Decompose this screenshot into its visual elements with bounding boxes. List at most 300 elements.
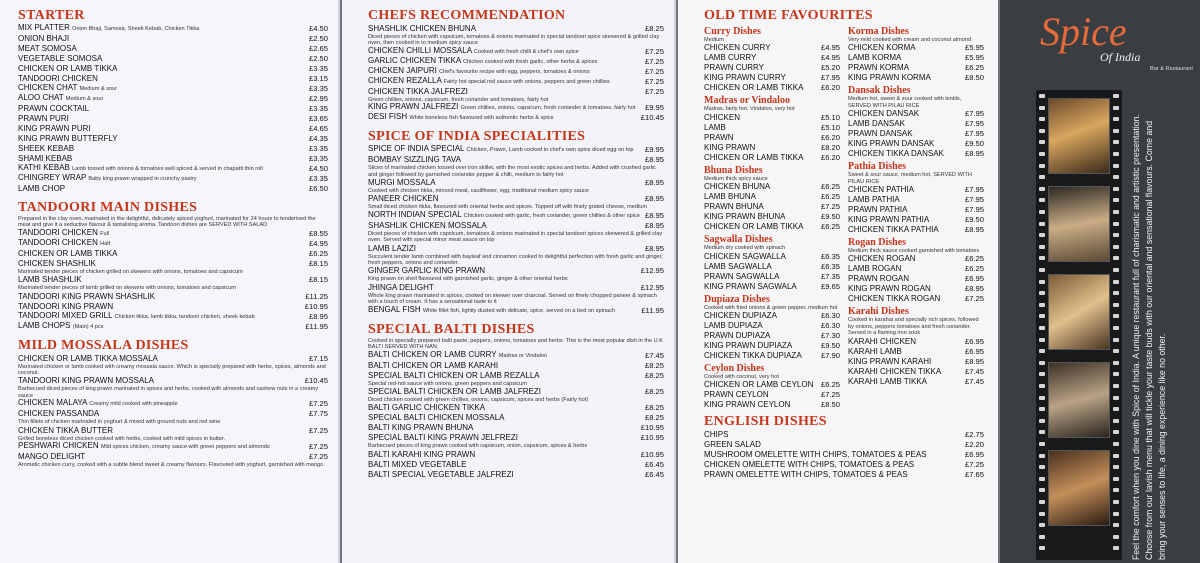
menu-item-name <box>704 400 790 410</box>
menu-item-price: £11.25 <box>305 291 328 301</box>
menu-item <box>848 377 984 387</box>
item-name-text: KATHI KEBAB <box>18 163 70 172</box>
menu-item-name <box>18 275 82 285</box>
item-name-text: CHINGREY WRAP <box>18 173 87 182</box>
item-name-text: KING PRAWN KARAHI <box>848 356 932 366</box>
item-name-text: CHICKEN TIKKA DANSAK <box>848 149 944 159</box>
menu-item <box>368 433 664 443</box>
menu-item-price: £8.25 <box>644 24 664 33</box>
menu-item-name <box>368 221 487 231</box>
restaurant-photo <box>1048 186 1110 262</box>
item-name-text: CHICKEN OR LAMB TIKKA <box>704 83 804 93</box>
section-title-english: ENGLISH DISHES <box>704 414 827 430</box>
item-name-text: PRAWN CURRY <box>704 63 765 73</box>
menu-item-name <box>848 53 901 63</box>
menu-item-name <box>368 460 466 470</box>
item-name-text: SHASHLIK CHICKEN MOSSALA <box>368 220 487 230</box>
item-name-text: CHICKEN OR LAMB TIKKA <box>18 248 118 258</box>
menu-item <box>704 262 840 272</box>
film-hole <box>1039 280 1045 284</box>
film-hole <box>1039 129 1045 133</box>
section-title-old-favourites: OLD TIME FAVOURITES <box>704 8 873 23</box>
menu-item-name <box>18 238 110 249</box>
tandoori-list <box>18 229 328 332</box>
menu-item-desc: White boneless fish flavoured with authentic herbs & spice <box>409 115 554 122</box>
film-hole <box>1039 291 1045 295</box>
menu-item-price: £7.75 <box>308 409 328 419</box>
menu-item-price: £7.25 <box>964 460 984 470</box>
menu-item-name <box>848 119 905 129</box>
film-hole <box>1113 546 1119 550</box>
menu-item-price: £6.50 <box>308 184 328 193</box>
item-name-text: LAMB DANSAK <box>848 119 905 129</box>
item-name-text: TANDOORI CHICKEN <box>18 74 98 83</box>
menu-item-price: £6.95 <box>964 450 984 460</box>
item-name-text: BENGAL FISH <box>368 304 421 314</box>
film-hole <box>1039 396 1045 400</box>
menu-item-name <box>704 262 772 272</box>
menu-item <box>368 145 664 155</box>
menu-item-name <box>848 195 900 205</box>
menu-item-name <box>704 73 786 83</box>
menu-item <box>704 113 840 123</box>
item-name-text: KING PRAWN SAGWALA <box>704 281 797 291</box>
group-ceylon <box>704 363 840 410</box>
menu-item-price: £3.35 <box>308 154 328 163</box>
menu-item-desc: Marinated chicken or lamb cooked with creamy mossala sauce. Which is specially prepared with herbs, spices, almonds and coconut. <box>18 363 326 377</box>
film-hole <box>1039 256 1045 260</box>
menu-item <box>18 144 328 154</box>
menu-item-name <box>18 134 118 144</box>
item-name-text: KING PRAWN CURRY <box>704 73 786 83</box>
item-name-text: CHICKEN TIKKA PATHIA <box>848 225 939 235</box>
menu-item-price: £6.25 <box>964 264 984 274</box>
subsection-note: Medium hot, sweet & sour cooked with lentils, SERVED WITH PILAU RICE <box>848 96 962 109</box>
menu-item-price: £7.95 <box>964 205 984 215</box>
item-name-text: KING PRAWN JALFREZI <box>368 102 459 112</box>
restaurant-photo <box>1048 274 1110 350</box>
subsection-title: Dansak Dishes <box>848 85 911 97</box>
menu-item <box>18 292 328 302</box>
panel-old-favourites <box>678 0 998 563</box>
menu-item-desc: Barbecued pieces of king prawn cooked with capsicum, onion, capsicum, spices & herbs <box>368 443 588 450</box>
menu-item-price: £10.95 <box>304 301 328 311</box>
menu-item-name <box>704 123 726 133</box>
subsection-note: Madras, fairly hot. Vindaloo, very hot <box>704 106 795 113</box>
film-hole <box>1039 140 1045 144</box>
film-hole <box>1113 465 1119 469</box>
subsection-title: Bhuna Dishes <box>704 164 763 176</box>
menu-item-price: £9.65 <box>820 281 840 291</box>
menu-item-name <box>704 450 927 460</box>
menu-item-price: £6.25 <box>308 248 328 258</box>
item-name-text: CHICKEN OR LAMB CEYLON <box>704 380 814 390</box>
film-hole <box>1113 164 1119 168</box>
film-hole <box>1113 314 1119 318</box>
menu-item-name <box>848 284 931 294</box>
film-hole <box>1113 175 1119 179</box>
menu-item-name <box>848 205 907 215</box>
menu-item <box>848 139 984 149</box>
menu-item-price: £7.45 <box>644 350 664 360</box>
menu-item-price: £8.95 <box>644 220 664 230</box>
film-hole <box>1039 430 1045 434</box>
menu-item-name <box>704 440 761 450</box>
menu-item-desc: Baby king prawn wrapped in crunchy pastry <box>88 176 197 182</box>
menu-item-price: £8.50 <box>820 400 840 410</box>
menu-item-name <box>848 357 931 367</box>
menu-item-name <box>18 34 69 44</box>
group-bhuna <box>704 165 840 232</box>
film-hole <box>1113 442 1119 446</box>
menu-item-name <box>704 192 756 202</box>
film-hole <box>1113 500 1119 504</box>
subsection-note: Medium thick sauce cooked garnished with tomatoes <box>848 248 980 255</box>
item-name-text: CHICKEN CURRY <box>704 43 771 53</box>
item-name-text: CHIPS <box>704 430 729 440</box>
menu-item-name <box>704 351 802 361</box>
menu-item <box>704 321 840 331</box>
menu-item-desc: Thin fillets of chicken marinated in yoghurt & mixed with ground nuts and red wine <box>18 419 221 426</box>
menu-item-name <box>18 249 117 259</box>
menu-item <box>18 44 328 54</box>
subsection-title: Curry Dishes <box>704 26 761 37</box>
item-name-text: LAMB DUPIAZA <box>704 321 763 331</box>
menu-item-price: £2.65 <box>308 44 328 53</box>
balti-note: Cooked in specially prepared balti paste, peppers, onions, tomatoes and herbs. This is the most popular dish in the U.K BALTI SERVED WITH NAN. <box>368 337 663 351</box>
old-fav-left-column <box>704 24 840 410</box>
menu-item-name <box>18 93 103 104</box>
film-hole <box>1113 187 1119 191</box>
menu-item-name <box>704 222 803 232</box>
menu-item <box>18 34 328 44</box>
group-dansak <box>848 85 984 159</box>
menu-item-desc: Green chillies, onions, capsicum, fresh coriander & tomatoes, fairly hot <box>460 105 636 112</box>
menu-item <box>704 351 840 361</box>
menu-item <box>368 361 664 371</box>
menu-item-price: £7.30 <box>820 331 840 341</box>
item-name-text: KING PRAWN BUTTERFLY <box>18 134 118 143</box>
item-name-text: LAMB CURRY <box>704 53 757 63</box>
menu-item <box>704 73 840 83</box>
menu-item-name <box>848 264 901 274</box>
menu-item-name <box>704 182 770 192</box>
menu-item-name <box>704 202 764 212</box>
film-hole <box>1113 477 1119 481</box>
chefs-list <box>368 24 664 123</box>
menu-item-price: £7.25 <box>964 294 984 304</box>
menu-item-desc: Chef's favourite recipe with egg, peppers, tomatoes & onions <box>439 68 590 75</box>
menu-item-name <box>848 337 916 347</box>
menu-item <box>704 400 840 410</box>
item-name-text: GREEN SALAD <box>704 440 761 450</box>
item-name-text: KING PRAWN CEYLON <box>704 400 791 410</box>
group-sagwalla <box>704 234 840 291</box>
menu-item-price: £7.25 <box>820 202 840 212</box>
menu-item <box>368 221 664 231</box>
subsection-note: Cooked with coconut, very hot <box>704 374 779 381</box>
menu-item-price: £10.95 <box>640 449 664 459</box>
menu-item <box>704 272 840 282</box>
menu-item-price: £6.45 <box>644 459 664 469</box>
menu-item <box>368 306 664 316</box>
menu-item-name <box>368 178 436 188</box>
menu-item <box>848 274 984 284</box>
menu-item-name <box>368 155 461 165</box>
item-name-text: CHICKEN OR LAMB TIKKA <box>704 222 804 232</box>
group-pathia <box>848 161 984 235</box>
item-name-text: LAMB PATHIA <box>848 195 900 205</box>
film-hole <box>1113 338 1119 342</box>
menu-item <box>848 337 984 347</box>
item-name-text: LAMB CHOPS <box>18 320 71 330</box>
menu-item-price: £2.20 <box>964 440 984 450</box>
menu-item <box>704 192 840 202</box>
film-hole <box>1113 454 1119 458</box>
item-name-text: LAMB <box>704 122 726 132</box>
menu-item-price: £8.15 <box>308 258 328 268</box>
menu-item-name <box>704 43 771 53</box>
film-hole <box>1039 407 1045 411</box>
menu-item <box>368 387 664 397</box>
menu-item-name <box>18 23 199 34</box>
menu-item-name <box>368 413 504 423</box>
menu-item <box>18 104 328 114</box>
film-hole <box>1113 512 1119 516</box>
menu-item-name <box>704 143 755 153</box>
film-hole <box>1039 535 1045 539</box>
menu-item <box>848 347 984 357</box>
menu-item-name <box>704 460 914 470</box>
menu-item-name <box>368 194 439 204</box>
menu-item-name <box>368 403 485 413</box>
subsection-note: Cooked in karahai and specially rich spices, followed by onions, peppers tomatoes and fresh coriander. Served in a flaming iron souk <box>848 317 979 337</box>
menu-item-name <box>848 367 941 377</box>
menu-item-desc: Cooked with chicken tikka, minced meat, cauliflower, egg, traditional medium spicy sauce <box>368 188 589 195</box>
item-name-text: MANGO DELIGHT <box>18 452 86 462</box>
menu-item-price: £9.95 <box>644 145 664 155</box>
menu-item-name <box>848 185 914 195</box>
menu-item-desc: Green chillies, onions, capsicum, fresh coriander and tomatoes, fairly hot <box>368 96 549 103</box>
menu-item-price: £7.25 <box>644 56 664 66</box>
menu-item-price: £4.95 <box>820 53 840 63</box>
menu-item <box>704 63 840 73</box>
film-hole <box>1039 187 1045 191</box>
menu-item-price: £3.15 <box>308 74 328 83</box>
menu-item-price: £7.95 <box>820 73 840 83</box>
item-name-text: SPECIAL BALTI CHICKEN MOSSALA <box>368 413 505 423</box>
menu-item-name <box>704 430 728 440</box>
film-hole <box>1113 106 1119 110</box>
item-name-text: BOMBAY SIZZLING TAVA <box>368 155 461 165</box>
item-name-text: JHINGA DELIGHT <box>368 282 434 292</box>
menu-item <box>368 24 664 34</box>
menu-item-name <box>848 149 944 159</box>
item-name-text: LAMB LAZIZI <box>368 243 417 253</box>
menu-item-price: £9.95 <box>644 103 664 113</box>
menu-item-price: £6.30 <box>820 311 840 321</box>
subsection-title: Korma Dishes <box>848 26 909 37</box>
menu-item <box>18 64 328 74</box>
menu-item-desc: Chicken cooked with fresh garlic, other herbs & spices <box>463 58 598 65</box>
item-name-text: MIX PLATTER <box>18 23 70 32</box>
menu-item-price: £8.95 <box>644 210 664 220</box>
mossala-list <box>18 354 328 469</box>
menu-item-name <box>368 423 473 433</box>
menu-item <box>18 399 328 409</box>
menu-item-price: £8.25 <box>644 403 664 413</box>
menu-item-price: £5.10 <box>820 112 840 122</box>
menu-item-price: £4.50 <box>308 164 328 173</box>
menu-item-name <box>368 470 514 480</box>
menu-item-name <box>848 109 919 119</box>
item-name-text: SHEEK KEBAB <box>18 144 75 153</box>
menu-item-price: £7.45 <box>964 376 984 386</box>
menu-item <box>368 351 664 361</box>
menu-item-price: £6.25 <box>820 182 840 192</box>
film-hole <box>1039 175 1045 179</box>
menu-item-name <box>704 380 813 390</box>
menu-item <box>18 94 328 104</box>
menu-item-price: £8.55 <box>308 228 328 238</box>
group-dupiaza <box>704 294 840 361</box>
menu-item <box>368 194 664 204</box>
item-name-text: KING PRAWN KORMA <box>848 73 931 83</box>
item-name-text: CHICKEN OR LAMB TIKKA <box>18 64 118 73</box>
menu-item-price: £2.50 <box>308 54 328 63</box>
menu-item <box>848 73 984 83</box>
menu-item-price: £6.25 <box>820 380 840 390</box>
menu-item-price: £6.45 <box>644 469 664 479</box>
item-name-text: MEAT SOMOSA <box>18 44 77 53</box>
menu-item-desc: Mild spices chicken, creamy sauce with green peppers and almonds <box>100 444 270 451</box>
subsection-title: Madras or Vindaloo <box>704 95 790 107</box>
menu-item-price: £8.95 <box>964 284 984 294</box>
menu-item-price: £7.95 <box>964 195 984 205</box>
menu-item-name <box>18 426 113 436</box>
item-name-text: KING PRAWN DANSAK <box>848 139 935 149</box>
starter-list <box>18 24 328 194</box>
menu-item-price: £8.50 <box>964 73 984 83</box>
film-hole <box>1113 222 1119 226</box>
menu-item-price: £10.45 <box>304 376 328 386</box>
menu-item <box>704 143 840 153</box>
item-name-text: SPICE OF INDIA SPECIAL <box>368 144 465 154</box>
menu-item-price: £5.95 <box>964 43 984 53</box>
menu-item-name <box>18 354 158 364</box>
menu-item <box>704 123 840 133</box>
menu-item-price: £3.65 <box>308 114 328 123</box>
film-hole <box>1039 512 1045 516</box>
menu-item <box>848 284 984 294</box>
item-name-text: CHICKEN PASSANDA <box>18 409 100 419</box>
film-hole <box>1113 303 1119 307</box>
menu-item-price: £8.95 <box>644 178 664 188</box>
film-hole <box>1039 152 1045 156</box>
menu-item-desc: Medium & sour <box>65 96 104 102</box>
item-name-text: DESI FISH <box>368 112 408 122</box>
film-hole <box>1113 488 1119 492</box>
item-name-text: PRAWN KORMA <box>848 63 910 73</box>
restaurant-photo <box>1048 450 1110 526</box>
menu-item-desc: Special red-hot sauce with onions, green peppers and capsicum <box>368 380 527 387</box>
menu-item-price: £8.15 <box>308 275 328 285</box>
item-name-text: PRAWN PATHIA <box>848 205 908 215</box>
item-name-text: NORTH INDIAN SPECIAL <box>368 209 462 219</box>
menu-item <box>368 423 664 433</box>
film-hole <box>1039 164 1045 168</box>
menu-item <box>368 403 664 413</box>
menu-item <box>704 53 840 63</box>
film-hole <box>1113 94 1119 98</box>
item-name-text: PANEER CHICKEN <box>368 194 439 204</box>
item-name-text: PRAWN PURI <box>18 114 69 123</box>
group-rogan <box>848 237 984 304</box>
specialities-list <box>368 145 664 315</box>
menu-item-price: £6.25 <box>820 192 840 202</box>
item-name-text: CHICKEN TIKKA DUPIAZA <box>704 351 802 361</box>
menu-item-desc: Marinated tender pieces of chicken grilled on skewers with onions, tomatoes and capsicum <box>18 268 243 275</box>
brand-logo: Spice <box>1040 9 1127 54</box>
menu-item-name <box>368 450 475 460</box>
brand-subtitle: Of India <box>1100 50 1141 64</box>
menu-item-name <box>18 124 91 134</box>
menu-item <box>704 222 840 232</box>
item-name-text: SPECIAL BALTI CHICKEN OR LAMB JALFREZI <box>368 386 541 396</box>
item-name-text: LAMB SHASHLIK <box>18 275 82 285</box>
menu-item-price: £9.50 <box>820 212 840 222</box>
menu-item-name <box>18 184 65 194</box>
menu-item-name <box>368 387 541 397</box>
film-hole <box>1039 523 1045 527</box>
film-hole <box>1113 535 1119 539</box>
menu-item-price: £7.95 <box>964 129 984 139</box>
menu-item-name <box>848 215 929 225</box>
film-hole <box>1113 291 1119 295</box>
film-hole <box>1113 233 1119 237</box>
menu-item-price: £8.95 <box>964 225 984 235</box>
item-name-text: CHICKEN DUPIAZA <box>704 311 777 321</box>
menu-item <box>18 184 328 194</box>
menu-item-name <box>704 63 764 73</box>
menu-item <box>18 376 328 386</box>
film-hole <box>1113 326 1119 330</box>
menu-item-desc: Grilled boneless diced chicken cooked with herbs, cooked with mild spices in butter. <box>18 435 226 442</box>
subsection-title: Ceylon Dishes <box>704 363 765 375</box>
item-name-text: KARAHI LAMB TIKKA <box>848 376 927 386</box>
menu-item-name <box>18 259 96 269</box>
subsection-title: Karahi Dishes <box>848 306 909 318</box>
item-name-text: CHICKEN TIKKA ROGAN <box>848 294 941 304</box>
menu-item-name <box>368 209 640 221</box>
menu-item-price: £7.25 <box>308 452 328 462</box>
subsection-title: Sagwalla Dishes <box>704 234 773 246</box>
film-hole <box>1039 384 1045 388</box>
menu-item-desc: Onion Bhaji, Samosa, Sheek Kebab, Chicken Tikka <box>72 26 200 32</box>
menu-item <box>704 380 840 390</box>
item-name-text: CHICKEN MALAYA <box>18 398 88 408</box>
menu-item-price: £8.95 <box>644 155 664 165</box>
menu-item-name <box>368 305 615 316</box>
english-list <box>704 430 984 480</box>
menu-item-price: £8.95 <box>644 243 664 253</box>
menu-item-price: £7.65 <box>964 470 984 480</box>
menu-item-name <box>704 153 803 163</box>
menu-item-name <box>704 83 803 93</box>
menu-item-name <box>18 441 270 452</box>
item-name-text: KARAHI CHICKEN <box>848 336 917 346</box>
menu-item-name <box>368 24 476 34</box>
